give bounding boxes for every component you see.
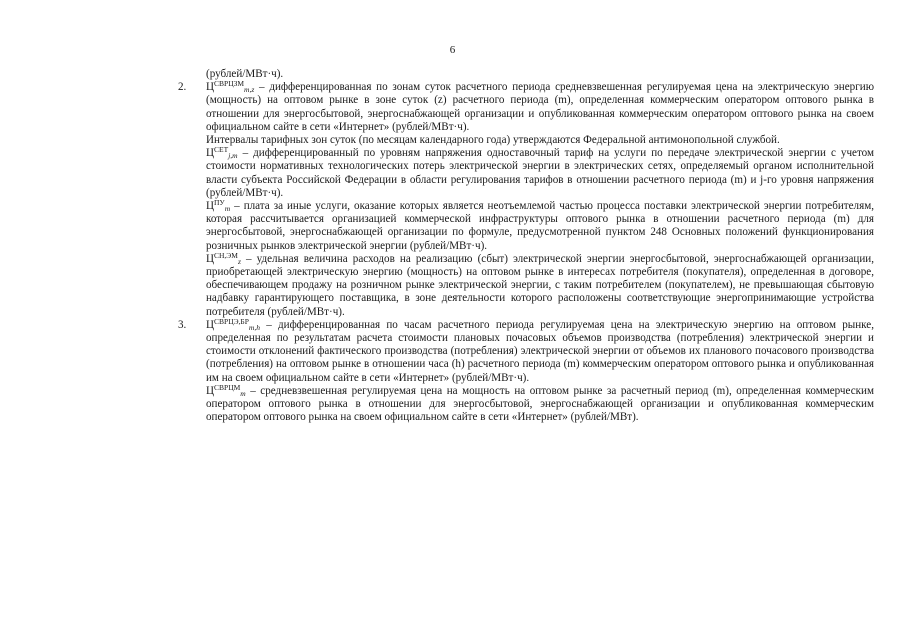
- definition-text: – дифференцированная по зонам суток расчетного периода средневзвешенная регулируемая цена на электрическую энергию (мощность) на оптовом рынке в зоне суток (z) расчетного периода (m), определенная коммерческим оператором оптового рынка в отношении для энергосбытовой, энергоснабжающей организации и опубликованная коммерческим оператором оптового рынка на своем официальном сайте в сети «Интернет» (рублей/МВт·ч).: [206, 81, 874, 133]
- list-item-2: [178, 79, 874, 319]
- definition-block: [206, 147, 874, 200]
- formula-symbol: $Ц^{СВРЦЗМ}_{m,z}$: [206, 79, 255, 95]
- definition-block: [206, 382, 874, 425]
- definition-text: – дифференцированный по уровням напряжения одноставочный тариф на услуги по передаче электрической энергии с учетом стоимости нормативных технологических потерь электрической энергии в электрических сетях, определяемый органом исполнительной власти субъекта Российской Федерации в области регулирования тарифов в отношении расчетного периода (m) и j-го уровня напряжения (рублей/МВт·ч).: [206, 147, 874, 199]
- formula-symbol: $Ц^{ПУ}_m$: [206, 198, 231, 214]
- formula-symbol: $Ц^{СВРЦМ}_m$: [206, 382, 246, 398]
- list-number: 2.: [178, 81, 187, 94]
- definition-block: [206, 316, 874, 385]
- page-number: 6: [449, 44, 456, 56]
- definition-block: [206, 250, 874, 319]
- formula-symbol: $Ц^{СН,ЭМ}_z$: [206, 250, 241, 266]
- definition-text: – средневзвешенная регулируемая цена на мощность на оптовом рынке за расчетный период (m), определенная коммерческим оператором оптового рынка в отношении для энергосбытовой, энергоснабжающей организации и опубликованная коммерческим оператором оптового рынка на своем официальном сайте в сети «Интернет» (рублей/МВт).: [206, 384, 874, 424]
- formula-symbol: $Ц^{СЕТ}_{j,m}$: [206, 145, 238, 161]
- definition-block: [206, 81, 874, 134]
- definition-text: – дифференцированная по часам расчетного периода регулируемая цена на электрическую энергию на оптовом рынке, определенная по результатам расчета стоимости плановых почасовых объемов производства (потребления) электрической энергии и стоимости отклонений фактического производства (потребления) электрической энергии от объемов их планового почасового производства (потребления) на оптовом рынке в отношении часа (h) расчетного периода (m) коммерческим оператором оптового рынка и опубликованная им на своем официальном сайте в сети «Интернет» (рублей/МВт·ч).: [206, 318, 874, 384]
- list-item-3: [178, 316, 874, 425]
- definition-text: – плата за иные услуги, оказание которых является неотъемлемой частью процесса поставки электрической энергии потребителям, которая рассчитывается организацией коммерческой инфраструктуры оптового рынка в отношении расчетного периода (m) для энергосбытовой, энергоснабжающей организации по формуле, предусмотренной пунктом 248 Основных положений функционирования розничных рынков электрической энергии (рублей/МВт·ч).: [206, 200, 874, 252]
- formula-symbol: $Ц^{СВРЦЭ,БР}_{m,h}$: [206, 316, 260, 332]
- definition-text: – удельная величина расходов на реализацию (сбыт) электрической энергии энергосбытовой, энергоснабжающей организации, приобретающей электрическую энергию (мощность) на оптовом рынке в интересах потребителя (покупателя), определенная в договоре, обеспечивающем продажу на розничном рынке электрической энергии, с таким потребителем (покупателем), не превышающая сбытовую надбавку гарантирующего поставщика, в зоне деятельности которого расположены соответствующие энергопринимающие устройства потребителя (рублей/МВт·ч).: [206, 252, 874, 318]
- unit-line: (рублей/МВт·ч).: [206, 68, 284, 80]
- paragraph: Интервалы тарифных зон суток (по месяцам календарного года) утверждаются Федеральной антимонопольной службой.: [206, 134, 780, 147]
- list-number: 3.: [178, 318, 187, 331]
- definition-block: [206, 200, 874, 253]
- document-body: [178, 68, 874, 424]
